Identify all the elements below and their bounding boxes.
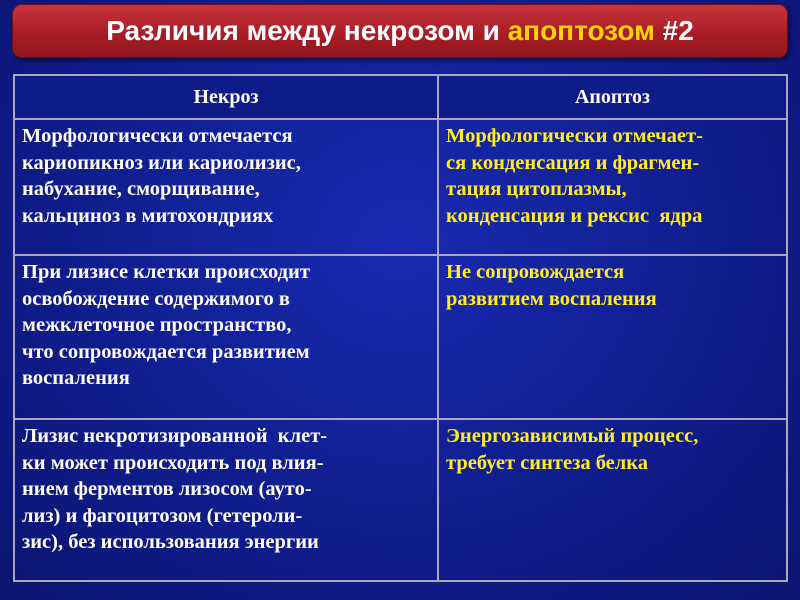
- necrosis-cell: [14, 419, 438, 581]
- title-accent-text: апоптозом: [507, 15, 655, 46]
- table-row: [14, 119, 787, 255]
- cell-line: нием ферментов лизосом (ауто-: [22, 478, 312, 500]
- cell-line: воспаления: [22, 367, 130, 389]
- cell-line: Лизис некротизированной клет-: [22, 425, 328, 447]
- apoptosis-cell: [438, 419, 787, 581]
- table-row: [14, 255, 787, 419]
- cell-line: развитием воспаления: [446, 287, 657, 310]
- apoptosis-cell: [438, 255, 787, 419]
- cell-line: кальциноз в митохондриях: [22, 204, 274, 227]
- necrosis-cell: [14, 255, 438, 419]
- apoptosis-cell: [438, 119, 787, 255]
- cell-line: Энергозависимый процесс,: [446, 425, 699, 447]
- title-main-text: Различия между некрозом и: [106, 15, 508, 46]
- cell-line: тация цитоплазмы,: [446, 178, 627, 200]
- table-header-row: [14, 75, 787, 119]
- title-suffix-text: #2: [654, 15, 694, 46]
- cell-line: лиз) и фагоцитозом (гетероли-: [22, 504, 303, 527]
- cell-line: Морфологически отмечает-: [446, 125, 703, 147]
- cell-line: требует синтеза белка: [446, 451, 649, 474]
- cell-line: набухание, сморщивание,: [22, 178, 260, 200]
- cell-line: Морфологически отмечается: [22, 125, 293, 147]
- cell-line: освобождение содержимого в: [22, 287, 290, 310]
- cell-line: зис), без использования энергии: [22, 531, 319, 553]
- cell-line: При лизисе клетки происходит: [22, 261, 310, 283]
- table-row: [14, 419, 787, 581]
- cell-line: ся конденсация и фрагмен-: [446, 151, 700, 174]
- cell-line: конденсация и рексис ядра: [446, 204, 703, 227]
- cell-line: ки может происходить под влия-: [22, 451, 324, 474]
- cell-line: межклеточное пространство,: [22, 314, 292, 336]
- cell-line: Не сопровождается: [446, 261, 625, 283]
- header-apoptosis: Апоптоз: [438, 75, 787, 119]
- necrosis-cell: [14, 119, 438, 255]
- slide-title: [12, 4, 788, 58]
- cell-line: что сопровождается развитием: [22, 340, 310, 363]
- comparison-table: [13, 74, 788, 582]
- header-necrosis: Некроз: [14, 75, 438, 119]
- cell-line: кариопикноз или кариолизис,: [22, 151, 301, 174]
